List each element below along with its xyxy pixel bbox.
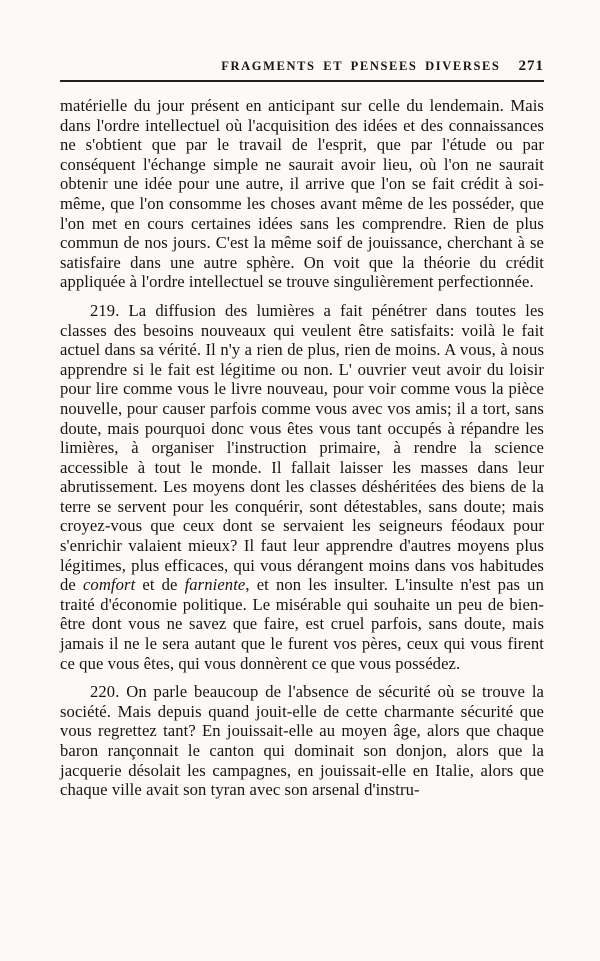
text-segment: matérielle du jour présent en anticipant sur celle du lendemain. Mais dans l'ordre intellectuel où l'acquisition des idées et des connaissances ne s'obtient que par le travail de l'esprit, que par l'étude ou par conséquent l'échange simple ne saurait avoir lieu, où l'on ne saurait obtenir une idée pour une autre, il arrive que l'on se fait crédit à soi-même, que l'on consomme les choses avant même de les posséder, que l'on met en cours certaines idées sans les comprendre. Rien de plus commun de nos jours. C'est la même soif de jouissance, cherchant à se satisfaire dans une autre sphère. On voit que la théorie du crédit appliquée à l'ordre intellectuel se trouve singulièrement perfectionnée. bbox=[60, 96, 544, 292]
paragraph bbox=[60, 301, 544, 673]
paragraph bbox=[60, 96, 544, 292]
italic-text-segment: comfort bbox=[82, 575, 136, 595]
running-title: FRAGMENTS ET PENSEES DIVERSES bbox=[221, 59, 501, 73]
page-body bbox=[60, 96, 544, 800]
text-segment: , et non les insulter. L'insulte n'est pas un traité d'économie politique. Le misérable qui souhaite un peu de bien-être dont vous ne savez que faire, est cruel parfois, sans doute, mais jamais il ne le sera autant que le furent vos pères, ceux qui vous firent ce que vous êtes, qui vous donnèrent ce que vous possédez. bbox=[60, 575, 544, 673]
text-segment: 220. On parle beaucoup de l'absence de sécurité où se trouve la société. Mais depuis quand jouit-elle de cette charmante sécurité que vous regrettez tant? En jouissait-elle au moyen âge, alors que chaque baron rançonnait le canton qui dominait son donjon, alors que la jacquerie désolait les campagnes, en jouissait-elle en Italie, alors que chaque ville avait son tyran avec son arsenal d'instru- bbox=[60, 682, 544, 800]
text-segment: 219. La diffusion des lumières a fait pénétrer dans toutes les classes des besoins nouveaux qui veulent être satisfaits: voilà le fait actuel dans sa vérité. Il n'y a rien de plus, rien de moins. A vous, à nous apprendre si le fait est légitime ou non. L' ouvrier veut avoir du loisir pour lire comme vous le livre nouveau, pour voir comme vous la pièce nouvelle, pour causer parfois comme vous avec vos amis; il a tort, sans doute, mais pourquoi donc vous êtes vous tant occupés à répandre les limières, à organiser l'instruction primaire, à rendre la science accessible à tout le monde. Il fallait laisser les masses dans leur abrutissement. Les moyens dont les classes déshéritées des biens de la terre se servent pour les conquérir, sont détestables, sans doute; mais croyez-vous que ceux dont se servaient les seigneurs féodaux pour s'enrichir valaient mieux? Il faut leur apprendre d'autres moyens plus légitimes, plus efficaces, qui vous dérangent moins dans vos habitudes de bbox=[60, 300, 544, 595]
italic-text-segment: farniente bbox=[184, 575, 246, 595]
paragraph bbox=[60, 682, 544, 800]
text-segment: et de bbox=[135, 575, 185, 595]
page-number: 271 bbox=[518, 58, 544, 74]
running-header bbox=[60, 58, 544, 80]
header-rule bbox=[60, 80, 544, 82]
